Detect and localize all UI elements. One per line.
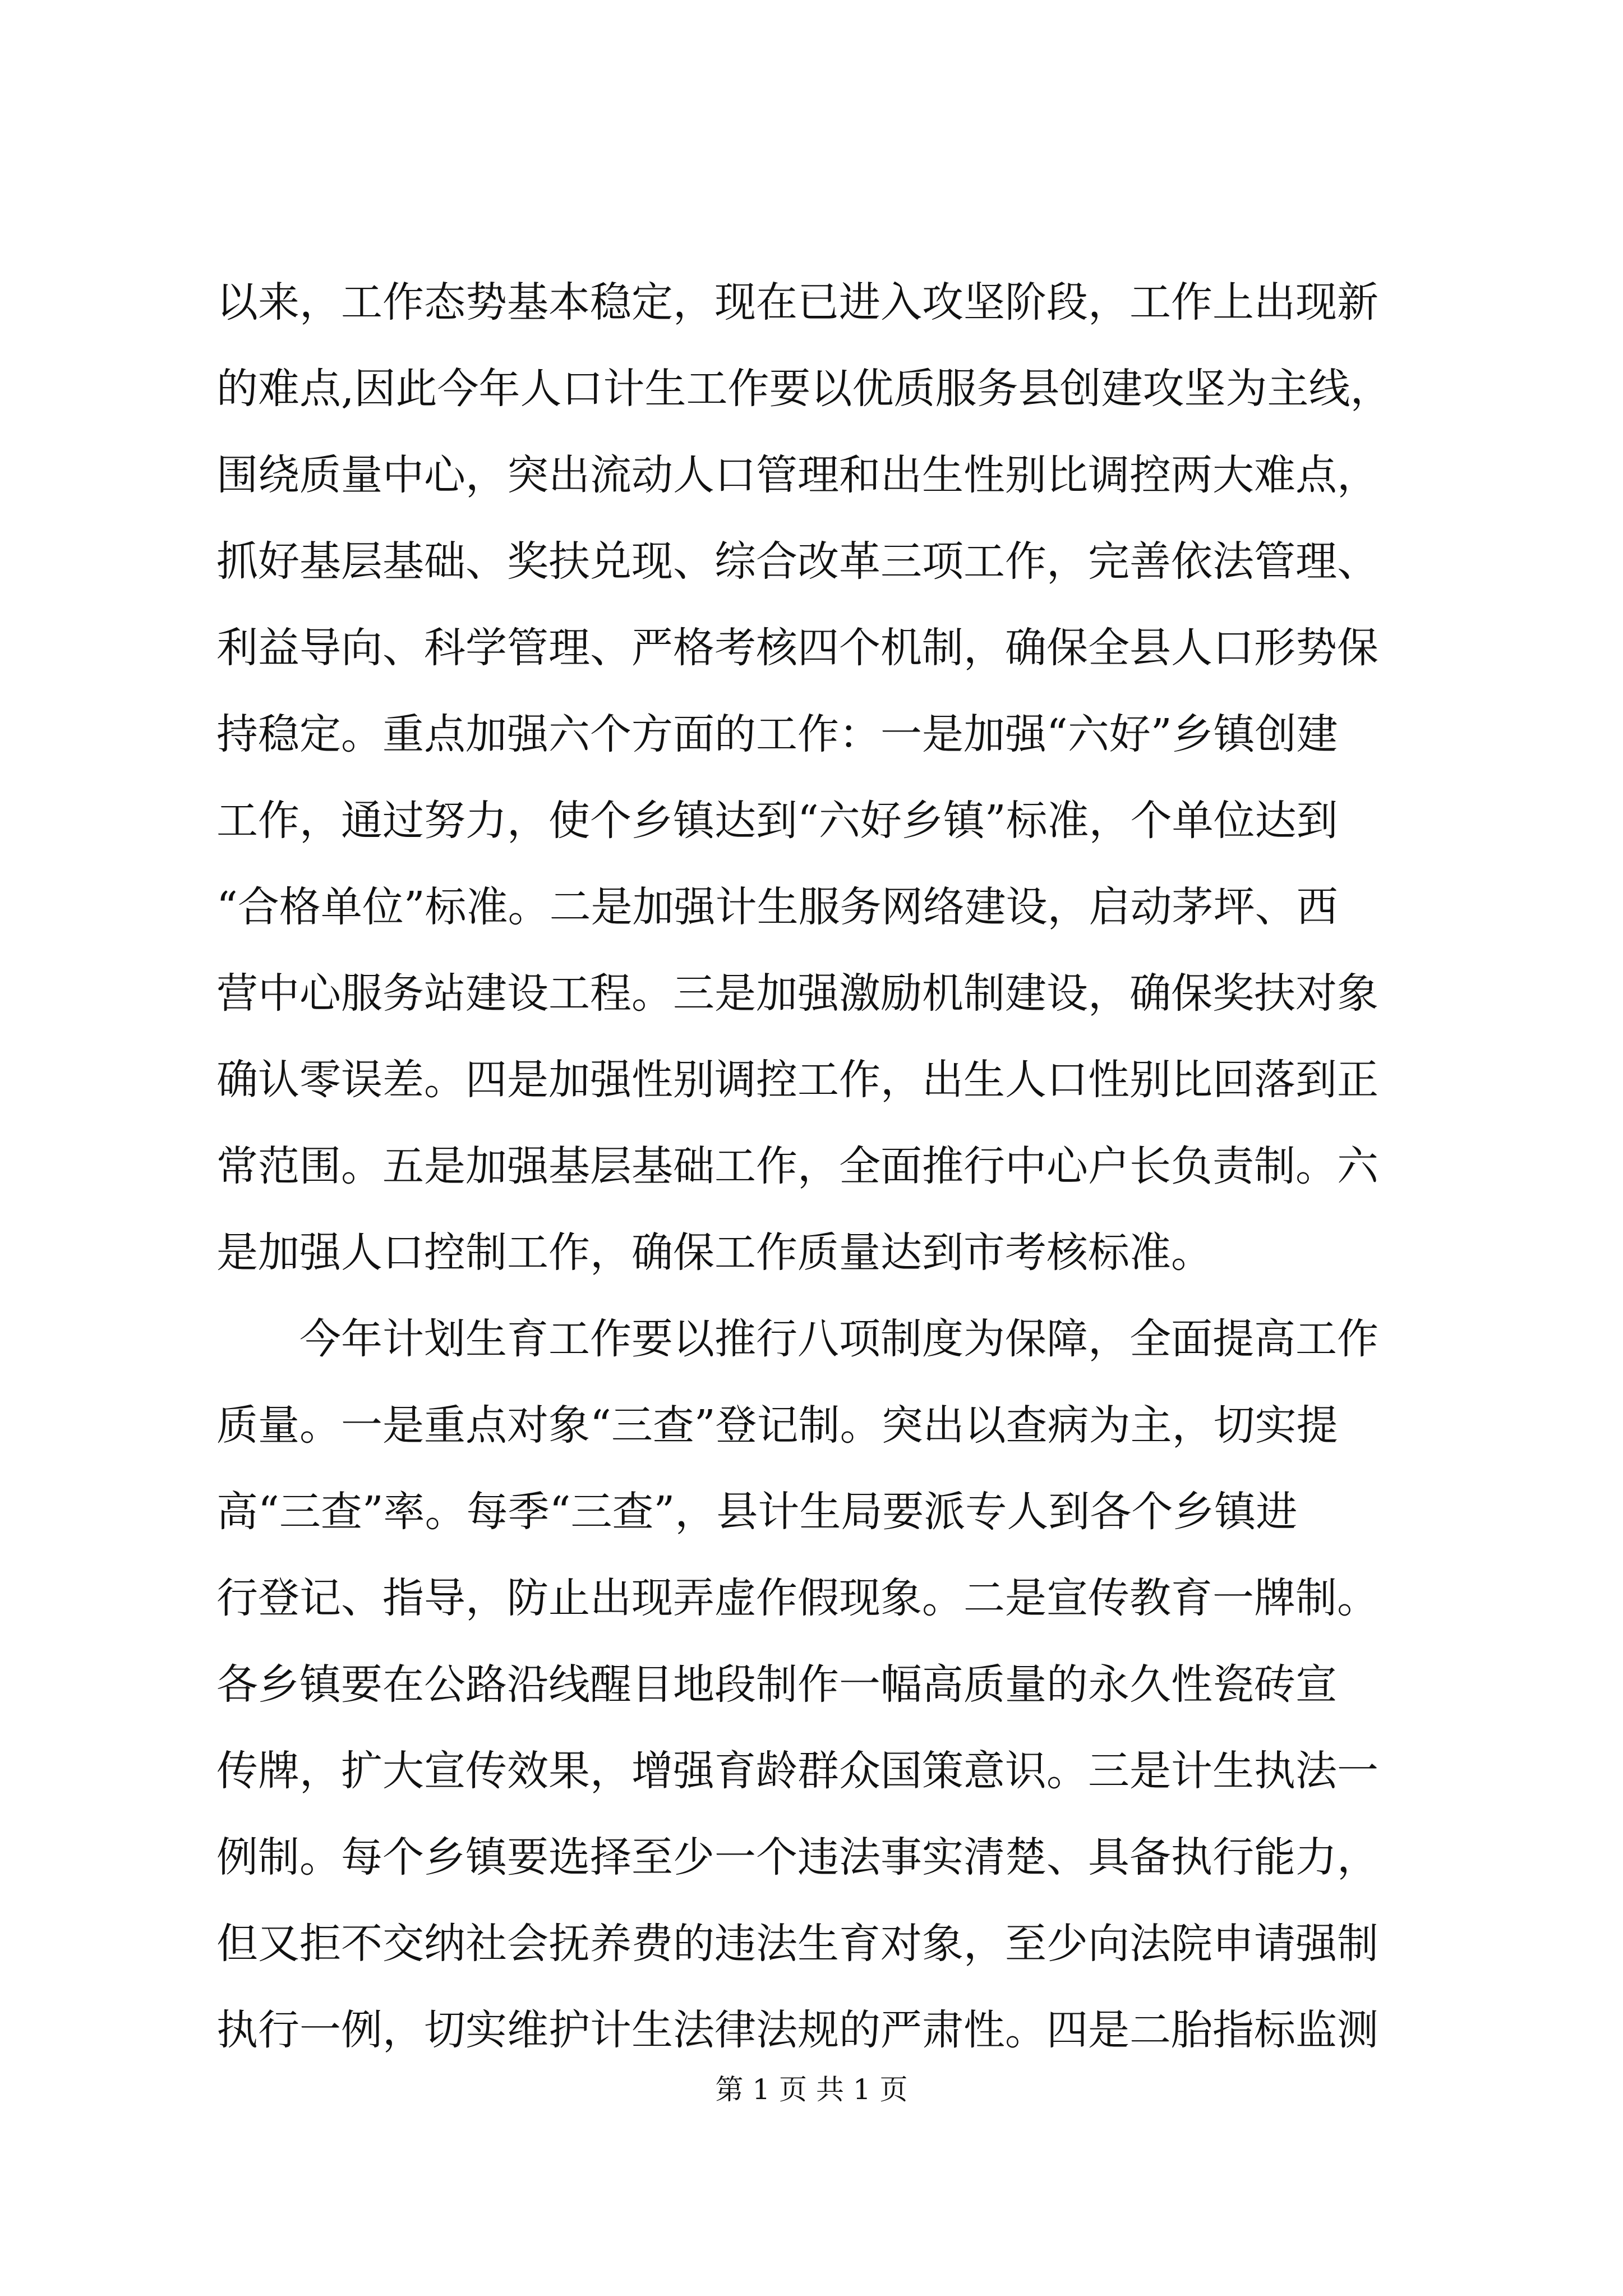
text-line: 持稳定。重点加强六个方面的工作：一是加强“六好”乡镇创建 xyxy=(216,710,1338,758)
text-line: 行登记、指导，防止出现弄虚作假现象。二是宣传教育一牌制。 xyxy=(216,1574,1378,1622)
text-line: “合格单位”标准。二是加强计生服务网络建设，启动茅坪、西 xyxy=(216,883,1338,931)
text-line: 的难点,因此今年人口计生工作要以优质服务县创建攻坚为主线， xyxy=(216,365,1392,413)
document-body xyxy=(216,259,1461,2073)
text-line: 是加强人口控制工作，确保工作质量达到市考核标准。 xyxy=(216,1228,1212,1277)
paragraph-first-line: 今年计划生育工作要以推行八项制度为保障，全面提高工作 xyxy=(299,1315,1378,1363)
text-line: 以来，工作态势基本稳定，现在已进入攻坚阶段，工作上出现新 xyxy=(216,278,1378,326)
text-line: 营中心服务站建设工程。三是加强激励机制建设，确保奖扶对象 xyxy=(216,969,1378,1018)
text-line: 执行一例，切实维护计生法律法规的严肃性。四是二胎指标监测 xyxy=(216,2006,1378,2054)
text-line: 确认零误差。四是加强性别调控工作，出生人口性别比回落到正 xyxy=(216,1056,1378,1104)
text-line: 利益导向、科学管理、严格考核四个机制，确保全县人口形势保 xyxy=(216,624,1378,672)
text-line: 常范围。五是加强基层基础工作，全面推行中心户长负责制。六 xyxy=(216,1142,1378,1190)
page-footer: 第 1 页 共 1 页 xyxy=(715,2073,908,2106)
text-line: 各乡镇要在公路沿线醒目地段制作一幅高质量的永久性瓷砖宣 xyxy=(216,1660,1337,1709)
text-line: 质量。一是重点对象“三查”登记制。突出以查病为主，切实提 xyxy=(216,1401,1338,1450)
text-line: 围绕质量中心，突出流动人口管理和出生性别比调控两大难点， xyxy=(216,451,1378,499)
text-line: 例制。每个乡镇要选择至少一个违法事实清楚、具备执行能力， xyxy=(216,1833,1378,1881)
text-line: 高“三查”率。每季“三查”，县计生局要派专人到各个乡镇进 xyxy=(216,1488,1298,1536)
text-line: 抓好基层基础、奖扶兑现、综合改革三项工作，完善依法管理、 xyxy=(216,537,1378,586)
text-line: 传牌，扩大宣传效果，增强育龄群众国策意识。三是计生执法一 xyxy=(216,1747,1378,1795)
text-line: 但又拒不交纳社会抚养费的违法生育对象，至少向法院申请强制 xyxy=(216,1920,1378,1968)
text-line: 工作，通过努力，使个乡镇达到“六好乡镇”标准，个单位达到 xyxy=(216,797,1338,845)
